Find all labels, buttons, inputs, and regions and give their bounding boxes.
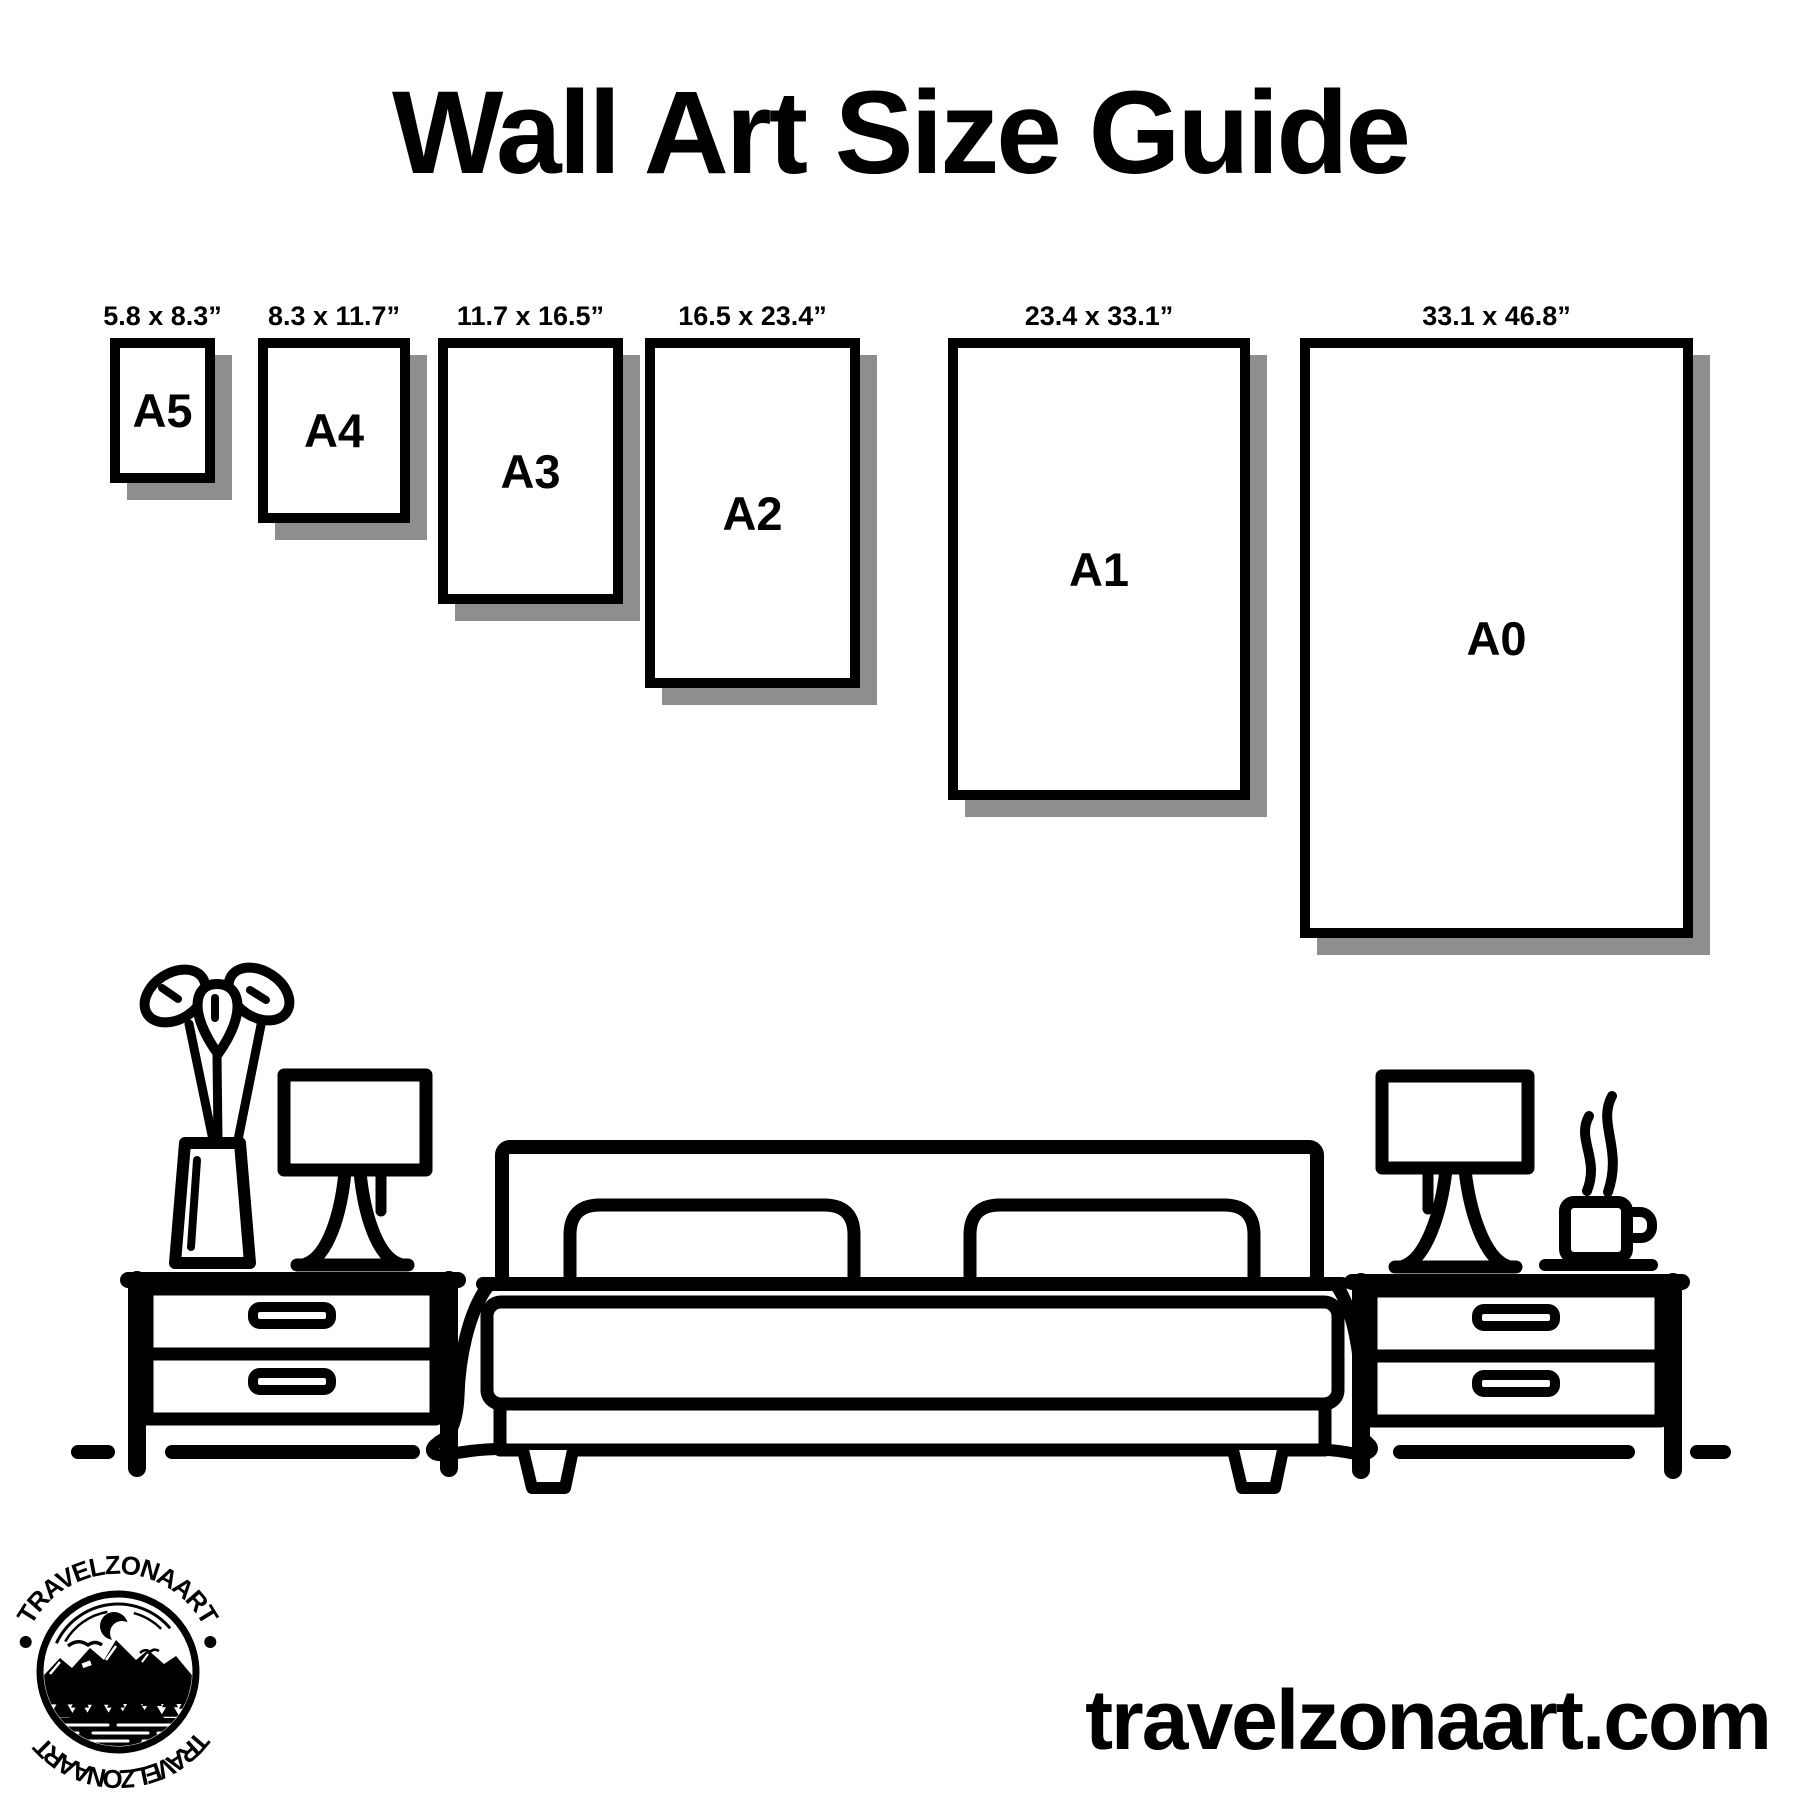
frame-size-label: 5.8 x 8.3”	[103, 301, 222, 331]
badge-arc-text-top: TRAVELZONAART	[10, 1552, 225, 1630]
badge-dot-left	[20, 1636, 32, 1648]
frame-code-label: A4	[303, 404, 365, 457]
frame-code-label: A1	[1068, 542, 1130, 596]
frame-code-label: A5	[132, 384, 193, 437]
pillow-icon	[570, 1205, 854, 1284]
website-url: travelzonaart.com	[1085, 1673, 1770, 1767]
badge-arc-text-bottom: TRAVELZONAART	[26, 1726, 216, 1792]
frame-size-label: 23.4 x 33.1”	[1024, 301, 1174, 331]
badge-logo-icon	[0, 1552, 238, 1792]
frame-code-label: A0	[1466, 611, 1527, 665]
frame-size-label: 8.3 x 11.7”	[267, 301, 401, 331]
plant-vase-icon	[135, 957, 299, 1263]
table-lamp-right-icon	[1382, 1076, 1528, 1267]
coffee-cup-icon	[1545, 1096, 1652, 1265]
double-bed-icon	[432, 1147, 1372, 1488]
page-title: Wall Art Size Guide	[391, 67, 1409, 199]
frame-code-label: A2	[722, 486, 783, 540]
frame-code-label: A3	[500, 444, 561, 498]
table-lamp-left-icon	[284, 1075, 426, 1265]
nightstand-left-icon	[128, 1280, 458, 1468]
badge-dot-right	[204, 1636, 216, 1648]
frame-size-label: 11.7 x 16.5”	[456, 301, 605, 331]
frame-size-label: 33.1 x 46.8”	[1422, 301, 1571, 331]
pillow-icon	[970, 1205, 1254, 1284]
frame-size-label: 16.5 x 23.4”	[678, 301, 827, 331]
nightstand-right-icon	[1352, 1282, 1682, 1470]
